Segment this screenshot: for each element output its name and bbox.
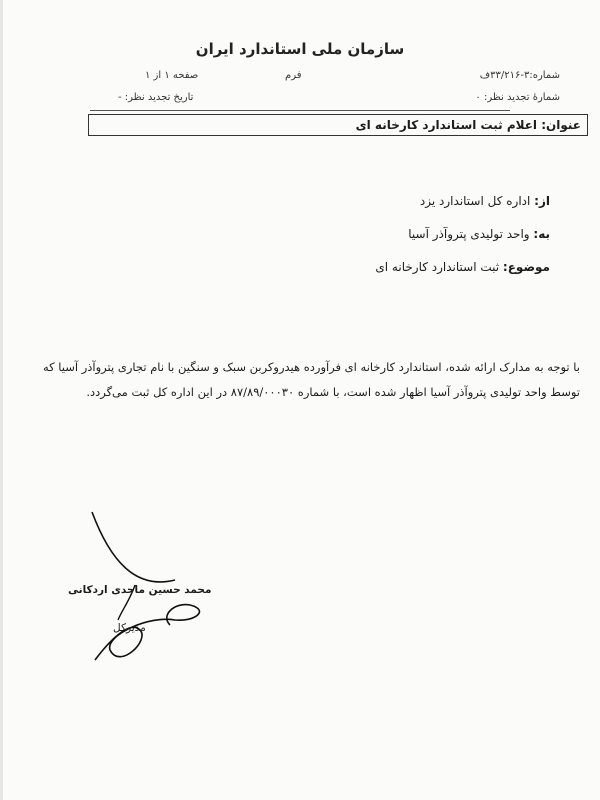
signatory-name: محمد حسین ماجدی اردکانی [68, 584, 212, 596]
to-value: واحد تولیدی پتروآذر آسیا [408, 227, 530, 241]
to-label: به: [533, 227, 550, 241]
signatory-title: مدیرکل [113, 622, 146, 634]
revision-number: شمارهٔ تجدید نظر: ۰ [475, 92, 560, 103]
revision-date: تاریخ تجدید نظر: - [118, 92, 194, 103]
subject-title: عنوان: اعلام ثبت استاندارد کارخانه ای [355, 118, 581, 132]
form-label: فرم [285, 70, 302, 81]
page-count: صفحه ۱ از ۱ [145, 70, 199, 81]
letter-body: با توجه به مدارک ارائه شده، استاندارد کارخانه ای فرآورده هیدروکربن سبک و سنگین با نام تجاری پتروآذر آسیا که توسط واحد تولیدی پتروآذر آسیا اظهار شده است، با شماره ۸۷/۸۹/۰۰۰۳۰ در این اداره کل ثبت می‌گردد. [43, 360, 580, 399]
form-number: شماره:۳-۳۳/۲۱۶ف [479, 70, 560, 81]
subject-value: ثبت استاندارد کارخانه ای [375, 260, 500, 274]
subject-label: موضوع: [502, 260, 550, 274]
signature-stroke-upper [92, 512, 175, 582]
organization-title: سازمان ملی استاندارد ایران [195, 40, 405, 58]
from-label: از: [534, 194, 550, 208]
signature-stroke-lower [95, 605, 199, 660]
from-value: اداره کل استاندارد یزد [419, 194, 531, 208]
